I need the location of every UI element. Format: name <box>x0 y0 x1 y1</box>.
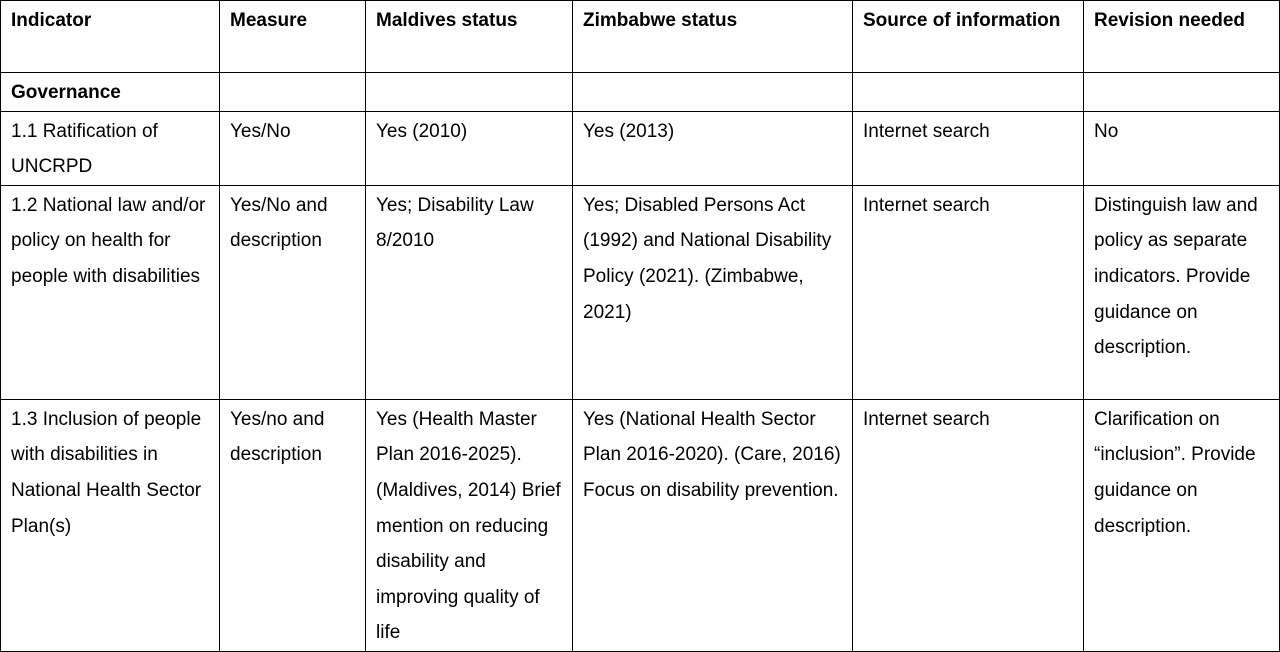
revision-cell: Clarification on “inclusion”. Provide guidance on description. <box>1084 399 1280 651</box>
header-measure: Measure <box>220 1 366 73</box>
indicator-cell: 1.2 National law and/or policy on health for people with disabilities <box>1 185 220 399</box>
measure-cell: Yes/No <box>220 111 366 185</box>
source-cell: Internet search <box>853 185 1084 399</box>
zimbabwe-status-cell: Yes (National Health Sector Plan 2016-2020). (Care, 2016) Focus on disability prevention. <box>573 399 853 651</box>
empty-cell <box>220 73 366 112</box>
header-source-of-information: Source of information <box>853 1 1084 73</box>
indicator-cell: 1.3 Inclusion of people with disabilities in National Health Sector Plan(s) <box>1 399 220 651</box>
section-title: Governance <box>1 73 220 112</box>
revision-cell: Distinguish law and policy as separate indicators. Provide guidance on description. <box>1084 185 1280 399</box>
source-cell: Internet search <box>853 111 1084 185</box>
header-revision-needed: Revision needed <box>1084 1 1280 73</box>
measure-cell: Yes/No and description <box>220 185 366 399</box>
revision-cell: No <box>1084 111 1280 185</box>
zimbabwe-status-cell: Yes (2013) <box>573 111 853 185</box>
measure-cell: Yes/no and description <box>220 399 366 651</box>
header-row <box>1 1 1280 73</box>
maldives-status-cell: Yes; Disability Law 8/2010 <box>366 185 573 399</box>
source-cell: Internet search <box>853 399 1084 651</box>
zimbabwe-status-cell: Yes; Disabled Persons Act (1992) and National Disability Policy (2021). (Zimbabwe, 2021) <box>573 185 853 399</box>
header-maldives-status: Maldives status <box>366 1 573 73</box>
maldives-status-cell: Yes (Health Master Plan 2016-2025). (Maldives, 2014) Brief mention on reducing disability and improving quality of life <box>366 399 573 651</box>
table-row <box>1 399 1280 651</box>
table-row <box>1 185 1280 399</box>
header-zimbabwe-status: Zimbabwe status <box>573 1 853 73</box>
section-row-governance <box>1 73 1280 112</box>
empty-cell <box>853 73 1084 112</box>
empty-cell <box>1084 73 1280 112</box>
table-row <box>1 111 1280 185</box>
maldives-status-cell: Yes (2010) <box>366 111 573 185</box>
empty-cell <box>366 73 573 112</box>
empty-cell <box>573 73 853 112</box>
indicator-cell: 1.1 Ratification of UNCRPD <box>1 111 220 185</box>
header-indicator: Indicator <box>1 1 220 73</box>
